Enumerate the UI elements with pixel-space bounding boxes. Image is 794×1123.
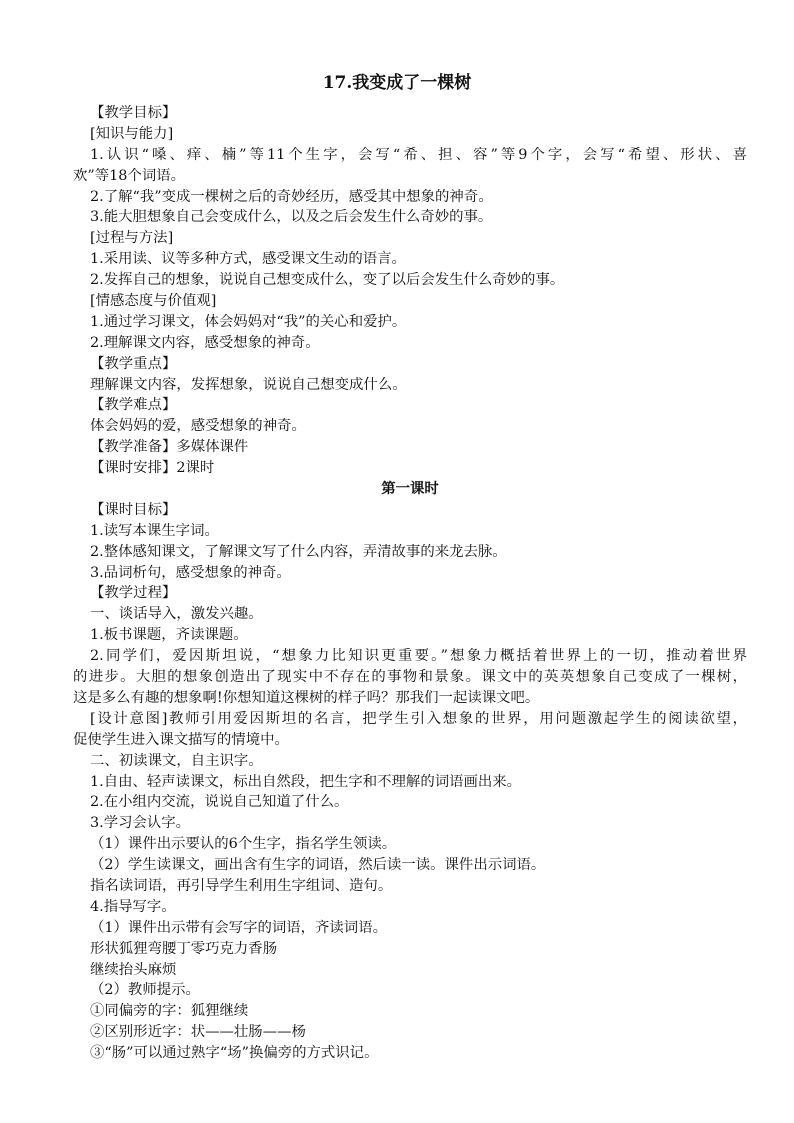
text-line: 2.发挥自己的想象，说说自己想变成什么，变了以后会发生什么奇妙的事。 xyxy=(90,272,565,289)
text-line: 2.同学们，爱因斯坦说，“想象力比知识更重要。”想象力概括着世界上的一切，推动着世界 xyxy=(90,648,747,665)
text-line: 这是多么有趣的想象啊!你想知道这棵树的样子吗？那我们一起读课文吧。 xyxy=(73,689,540,706)
text-line: 【教学准备】多媒体课件 xyxy=(90,439,249,456)
text-line: 形状狐狸弯腰丁零巧克力香肠 xyxy=(90,940,278,957)
text-line: [设计意图]教师引用爱因斯坦的名言，把学生引入想象的世界，用问题激起学生的阅读欲望， xyxy=(90,710,747,727)
subsection-heading: [知识与能力] xyxy=(90,125,174,142)
section-heading: 【教学重点】 xyxy=(90,355,177,372)
period-heading: 第一课时 xyxy=(381,480,439,498)
text-line: 理解课文内容，发挥想象，说说自己想变成什么。 xyxy=(90,376,407,393)
text-line: 3.学习会认字。 xyxy=(90,815,191,832)
text-line: 继续抬头麻烦 xyxy=(90,961,177,978)
text-line: 1.通过学习课文，体会妈妈对“我”的关心和爱护。 xyxy=(90,313,407,330)
text-line: ②区别形近字：状——壮肠——杨 xyxy=(90,1024,306,1041)
text-line: 的进步。大胆的想象创造出了现实中不存在的事物和景象。课文中的英英想象自己变成了一棵树， xyxy=(73,669,747,686)
text-line: （1）课件出示要认的6个生字，指名学生领读。 xyxy=(90,836,397,853)
section-heading: 【课时目标】 xyxy=(90,501,177,518)
subsection-heading: [情感态度与价值观] xyxy=(90,293,217,310)
text-line: 指名读词语，再引导学生利用生字组词、造句。 xyxy=(90,877,393,894)
text-line: 促使学生进入课文描写的情境中。 xyxy=(73,731,289,748)
text-line: 2.了解“我”变成一棵树之后的奇妙经历，感受其中想象的神奇。 xyxy=(90,188,493,205)
subsection-heading: [过程与方法] xyxy=(90,230,174,247)
section-heading: 【教学过程】 xyxy=(90,585,177,602)
text-line: 【课时安排】2课时 xyxy=(90,460,215,477)
text-line: 1.读写本课生字词。 xyxy=(90,522,219,539)
lesson-title: 17.我变成了一棵树 xyxy=(322,73,472,93)
text-line: ①同偏旁的字：狐狸继续 xyxy=(90,1003,249,1020)
text-line: 4.指导写字。 xyxy=(90,898,176,915)
text-line: 1.认识“嗓、痒、楠”等11个生字，会写“希、担、容”等9个字，会写“希望、形状、喜 xyxy=(90,146,747,163)
text-line: 1.采用读、议等多种方式，感受课文生动的语言。 xyxy=(90,251,406,268)
text-line: 3.能大胆想象自己会变成什么，以及之后会发生什么奇妙的事。 xyxy=(90,209,493,226)
text-line: 2.理解课文内容，感受想象的神奇。 xyxy=(90,334,320,351)
text-line: （2）学生读课文，画出含有生字的词语，然后读一读。课件出示词语。 xyxy=(90,857,546,874)
section-heading: 【教学难点】 xyxy=(90,397,177,414)
text-line: 二、初读课文，自主识字。 xyxy=(90,752,263,769)
text-line: 1.板书课题，齐读课题。 xyxy=(90,627,248,644)
text-line: 一、谈话导入，激发兴趣。 xyxy=(90,606,263,623)
text-line: （1）课件出示带有会写字的词语，齐读词语。 xyxy=(90,919,387,936)
text-line: 欢”等18个词语。 xyxy=(73,167,186,184)
text-line: ③“肠”可以通过熟字“场”换偏旁的方式识记。 xyxy=(90,1045,379,1062)
text-line: （2）教师提示。 xyxy=(90,982,200,999)
text-line: 体会妈妈的爱，感受想象的神奇。 xyxy=(90,418,306,435)
text-line: 3.品词析句，感受想象的神奇。 xyxy=(90,564,291,581)
lesson-body xyxy=(73,103,747,1064)
text-line: 1.自由、轻声读课文，标出自然段，把生字和不理解的词语画出来。 xyxy=(90,773,522,790)
text-line: 2.在小组内交流，说说自己知道了什么。 xyxy=(90,794,349,811)
section-heading: 【教学目标】 xyxy=(90,105,177,121)
text-line: 2.整体感知课文，了解课文写了什么内容，弄清故事的来龙去脉。 xyxy=(90,543,507,560)
